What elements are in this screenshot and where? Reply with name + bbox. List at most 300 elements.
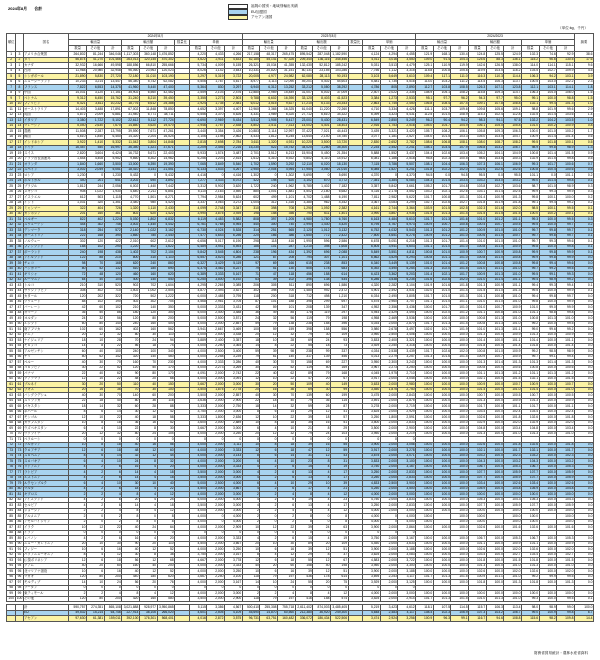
cell-value: 102.7 [539, 68, 557, 74]
cell-value: 102.1 [521, 376, 539, 382]
cell-value: 3,500 [207, 277, 225, 283]
cell-value: 5,506 [189, 79, 207, 85]
cell-value: 199 [330, 393, 348, 399]
cell-value: 101.8 [469, 343, 487, 349]
cell-value: 8 [295, 508, 313, 514]
cell-value: 2,483 [380, 610, 398, 616]
cell-value: 16,524 [157, 134, 175, 140]
cell-value: 100.0 [486, 448, 504, 454]
cell-value: 100.0 [486, 569, 504, 575]
cell-value: 8 [122, 492, 140, 498]
cell-value: 100.0 [486, 376, 504, 382]
cell-value: 0.0 [574, 371, 593, 377]
cell-value: 422 [104, 239, 122, 245]
cell-value: 14 [260, 404, 278, 410]
cell-value: 1,881 [278, 189, 296, 195]
cell-value: 139 [295, 393, 313, 399]
cell-value: 3,278 [398, 448, 416, 454]
cell-value: 3,420 [398, 129, 416, 135]
legend-label: 福岡の国別・地域別輸出実績 [251, 4, 298, 9]
cell-value: 79 [242, 354, 260, 360]
cell-value: 2,000 [380, 503, 398, 509]
cell-value: 1,198 [207, 134, 225, 140]
cell-value: 100.0 [451, 541, 469, 547]
cell-value: 3,490 [380, 266, 398, 272]
cell-value: 10 [69, 442, 87, 448]
cell-value: 596 [313, 239, 331, 245]
cell-value: 106.9 [504, 162, 522, 168]
cell-value: 31,240 [122, 96, 140, 102]
cell-value: 1,210 [295, 244, 313, 250]
cell-country: フィリピン [23, 101, 69, 107]
cell-value: 101.5 [433, 178, 451, 184]
cell-value: 10 [242, 569, 260, 575]
cell-value: 1,002 [139, 288, 157, 294]
cell-value: 2,407 [363, 90, 381, 96]
cell-value: 1,440 [139, 184, 157, 190]
cell-value: 3,321 [380, 129, 398, 135]
cell-value: 100.0 [539, 426, 557, 432]
cell-value: 4,000 [189, 525, 207, 531]
cell-value: 101.0 [451, 305, 469, 311]
cell-value: 210 [104, 255, 122, 261]
cell-value: 3,250 [363, 415, 381, 421]
cell-rank: 55 [7, 349, 16, 355]
cell-value: 2,000 [380, 497, 398, 503]
cell-value: 140 [122, 393, 140, 399]
cell-value: 21,354 [330, 151, 348, 157]
cell-value: 1,501 [139, 195, 157, 201]
cell-value: 4,000 [189, 349, 207, 355]
cell-value: 132 [104, 266, 122, 272]
cell-value: 29 [295, 409, 313, 415]
cell-value: 3,439 [363, 129, 381, 135]
cell-value: 0.3 [574, 189, 593, 195]
cell-value: 0.0 [574, 547, 593, 553]
cell-value: 100.1 [557, 211, 575, 217]
cell-value: 4,401 [313, 123, 331, 129]
cell-value: 2,000 [380, 409, 398, 415]
cell-value: 3,500 [313, 140, 331, 146]
cell-value: 64 [157, 525, 175, 531]
cell-value: 60,560 [278, 610, 296, 616]
cell-value: 100.0 [416, 580, 434, 586]
cell-value: 24 [139, 431, 157, 437]
cell-value: 2,000 [380, 448, 398, 454]
cell-value: 52,185 [242, 57, 260, 63]
cell-value: 2,969 [260, 90, 278, 96]
cell-value: 7,671 [139, 129, 157, 135]
cell-value: 140 [104, 321, 122, 327]
cell-value: 105.9 [521, 486, 539, 492]
cell-value: 4,000 [189, 508, 207, 514]
cell-value: 101.3 [416, 354, 434, 360]
cell-value: 56 [122, 343, 140, 349]
cell-value: 101.5 [504, 558, 522, 564]
cell-value: 100.0 [416, 519, 434, 525]
cell-value: 59 [260, 305, 278, 311]
cell-value: 100.0 [486, 453, 504, 459]
cell-rank: 76 [7, 464, 16, 470]
cell-value: 3,643 [224, 68, 242, 74]
cell-value: 103.2 [416, 189, 434, 195]
cell-value: 1,476,852 [158, 51, 174, 56]
cell-value: 108.9 [451, 112, 469, 118]
cell-value: 121 [242, 255, 260, 261]
cell-value: 3,000 [224, 470, 242, 476]
cell-value: 101.2 [451, 228, 469, 234]
cell-value: 240 [69, 250, 87, 256]
cell-value: 100.0 [486, 387, 504, 393]
cell-value: 3,523 [207, 255, 225, 261]
cell-value: 118.1 [416, 605, 434, 611]
cell-value: 20,005 [242, 74, 260, 80]
cell-value: 6 [260, 569, 278, 575]
cell-rank-prev: 58 [17, 365, 22, 370]
cell-value: 1,440 [139, 222, 157, 228]
cell-value: 0.0 [574, 497, 593, 503]
cell-value: 3,000 [224, 591, 242, 597]
cell-value: 98.3 [469, 118, 487, 124]
cell-value: 55 [330, 442, 348, 448]
cell-value: 10 [69, 569, 87, 575]
cell-country: 英国 [23, 112, 69, 118]
cell-value: 505 [295, 266, 313, 272]
cell-value: 6 [278, 470, 296, 476]
cell-value: 100.5 [504, 393, 522, 399]
cell-value: 102.2 [433, 167, 451, 173]
cell-value: 808 [242, 217, 260, 223]
cell-value: 2,504 [157, 288, 175, 294]
cell-value: 59 [295, 404, 313, 410]
cell-value: 100.0 [433, 316, 451, 322]
cell-value: 2,010 [122, 239, 140, 245]
cell-value: 28 [139, 404, 157, 410]
cell-value: 3,214 [86, 79, 104, 85]
cell-value: 2 [260, 470, 278, 476]
cell-value: 100.9 [504, 349, 522, 355]
cell-value: 227 [330, 360, 348, 366]
cell-value: 5,219 [363, 605, 381, 611]
cell-value: 3,125 [398, 580, 416, 586]
cell-value: 5,671 [139, 151, 157, 157]
cell-value: 41,960 [122, 85, 140, 91]
cell-value: 14.4 [574, 616, 593, 622]
cell-value: 100.0 [416, 558, 434, 564]
cell-value: 4,000 [189, 448, 207, 454]
cell-value: 102.6 [433, 151, 451, 157]
cell-value: 5,902 [207, 184, 225, 190]
cell-value: 100.9 [486, 195, 504, 201]
cell-value: 32 [86, 316, 104, 322]
cell-value: 69 [313, 360, 331, 366]
cell-value: 3,384 [380, 178, 398, 184]
cell-value: 2.3 [574, 79, 593, 85]
cell-value: 201 [69, 211, 87, 217]
cell-value: 0 [330, 437, 348, 443]
cell-value: 755,718 [278, 605, 296, 611]
cell-value: 20 [157, 536, 175, 542]
cell-value: 6 [242, 481, 260, 487]
cell-value: 52 [278, 365, 296, 371]
cell-value: 100.0 [451, 387, 469, 393]
cell-value: 59 [242, 349, 260, 355]
cell-value: 100.0 [451, 481, 469, 487]
cell-value: 100.0 [504, 508, 522, 514]
cell-value: 0.0 [574, 409, 593, 415]
cell-rank-prev: 98 [17, 585, 22, 590]
cell-value: 16 [278, 569, 296, 575]
cell-value: 240 [122, 349, 140, 355]
cell-value: 99.0 [557, 605, 575, 611]
cell-value: 110.9 [433, 63, 451, 69]
col-sub: その他 [86, 46, 104, 52]
cell-value: 265,475 [278, 52, 296, 58]
cell-value: 100.0 [416, 431, 434, 437]
cell-value: 16,390 [278, 96, 296, 102]
cell-value: 540 [86, 145, 104, 151]
cell-value: 2,000 [380, 382, 398, 388]
cell-value: 404 [86, 206, 104, 212]
cell-value: 101.3 [469, 360, 487, 366]
cell-value: 30 [157, 426, 175, 432]
cell-value: 4 [260, 426, 278, 432]
cell-value: 2,748 [207, 206, 225, 212]
cell-value: 11,968 [69, 68, 87, 74]
cell-value: 100.9 [504, 541, 522, 547]
cell-value: 99.8 [557, 310, 575, 316]
cell-value: 208 [278, 255, 296, 261]
cell-value: 590,757 [69, 605, 87, 611]
cell-value: 2,481 [224, 101, 242, 107]
cell-rank-prev: 52 [17, 332, 22, 337]
cell-value: 122 [69, 255, 87, 261]
cell-value: 772 [313, 233, 331, 239]
cell-value: 2 [260, 536, 278, 542]
cell-value: 101.0 [486, 228, 504, 234]
cell-value: 1,186 [380, 156, 398, 162]
cell-value: 2,900 [224, 398, 242, 404]
cell-rank-prev: 81 [17, 491, 22, 496]
cell-value: 101.0 [469, 327, 487, 333]
cell-value: 4,408 [86, 156, 104, 162]
cell-value: 0.0 [574, 327, 593, 333]
cell-value: 103.0 [486, 178, 504, 184]
cell-value: 1,800 [380, 415, 398, 421]
cell-value: 503 [86, 195, 104, 201]
cell-value: 6,081 [363, 156, 381, 162]
cell-rank-prev: 68 [17, 420, 22, 425]
cell-value: 0 [260, 519, 278, 525]
cell-value: 3,436 [398, 305, 416, 311]
cell-value: 0 [86, 514, 104, 520]
cell-value: 5,649 [380, 74, 398, 80]
cell-value: 1,110 [139, 206, 157, 212]
cell-value: 0.0 [574, 404, 593, 410]
cell-value: 101.0 [557, 387, 575, 393]
cell-value: 3,900 [363, 442, 381, 448]
col-remarks: 摘要 [574, 34, 593, 52]
cell-value: 9,802 [295, 156, 313, 162]
cell-value: 3,941 [380, 244, 398, 250]
cell-value: 101.0 [557, 316, 575, 322]
cell-value: 20,820 [260, 68, 278, 74]
cell-value: 12 [313, 569, 331, 575]
cell-value: 87 [330, 404, 348, 410]
cell-rank-prev: 75 [17, 458, 22, 463]
cell-value: 101.0 [486, 349, 504, 355]
cell-value: 5,528 [224, 228, 242, 234]
cell-value: 115.3 [469, 112, 487, 118]
cell-value: 39 [295, 525, 313, 531]
cell-value: 38 [157, 552, 175, 558]
cell-rank-prev: 37 [17, 249, 22, 254]
cell-rank: 39 [7, 261, 16, 267]
cell-value: 100.9 [416, 233, 434, 239]
cell-rank: 78 [7, 475, 16, 481]
cell-value: 3,500 [189, 475, 207, 481]
cell-value: 2,000 [207, 404, 225, 410]
cell-value: 198 [260, 178, 278, 184]
cell-value: 40 [104, 398, 122, 404]
cell-value: 160 [139, 327, 157, 333]
cell-value: 100.9 [469, 382, 487, 388]
cell-value: 105.2 [469, 151, 487, 157]
cell-value: 109.8 [557, 616, 575, 622]
cell-value: 100.0 [451, 464, 469, 470]
cell-value: 2,472 [330, 288, 348, 294]
cell-value: 8 [69, 552, 87, 558]
cell-value: 101.3 [521, 431, 539, 437]
cell-value: 100.0 [557, 591, 575, 597]
cell-value: 0 [122, 585, 140, 591]
cell-value: 100.7 [486, 354, 504, 360]
cell-rank: 38 [7, 255, 16, 261]
cell-value: 402 [122, 327, 140, 333]
cell-rank-prev: 85 [17, 513, 22, 518]
cell-value: 107.7 [521, 503, 539, 509]
cell-value: 101.0 [469, 239, 487, 245]
cell-value: 5,000 [189, 497, 207, 503]
cell-value: 20 [242, 332, 260, 338]
cell-rank-prev: 93 [17, 557, 22, 562]
cell-value: 580 [157, 596, 175, 602]
cell-value: 104.1 [486, 151, 504, 157]
cell-value: 100.0 [433, 563, 451, 569]
cell-value: 4,567 [224, 605, 242, 611]
cell-value: 3,545 [207, 250, 225, 256]
cell-value: 0 [295, 437, 313, 443]
cell-value: 2,000 [380, 492, 398, 498]
cell-value: 101.9 [539, 107, 557, 113]
cell-rank-prev: 16 [17, 134, 22, 139]
cell-value: 99.8 [539, 145, 557, 151]
cell-value: 101.5 [504, 211, 522, 217]
cell-value: 696 [313, 283, 331, 289]
cell-value: 101.4 [539, 151, 557, 157]
cell-value: 20,980 [86, 68, 104, 74]
cell-rank-prev: 21 [17, 161, 22, 166]
cell-value: 4 [69, 536, 87, 542]
cell-value: 100.0 [451, 552, 469, 558]
cell-value: 908 [69, 189, 87, 195]
cell-value: 2,559 [189, 90, 207, 96]
cell-value: 101.3 [557, 360, 575, 366]
cell-value: 0 [380, 514, 398, 520]
cell-value: 101.9 [451, 327, 469, 333]
cell-value: 562 [157, 327, 175, 333]
cell-value: 100.0 [486, 492, 504, 498]
cell-value: 100.6 [557, 167, 575, 173]
cell-value: 3,469 [224, 327, 242, 333]
cell-value: 0 [313, 514, 331, 520]
cell-value: 4 [69, 470, 87, 476]
cell-value: 106.3 [486, 605, 504, 611]
cell-value: 240 [122, 321, 140, 327]
cell-value: 5,249 [398, 118, 416, 124]
cell-value: 2,000 [380, 525, 398, 531]
cell-value: 0.0 [574, 574, 593, 580]
cell-value: 109 [295, 382, 313, 388]
cell-value: 5,952 [104, 156, 122, 162]
cell-value: 24 [313, 525, 331, 531]
cell-value: 300 [260, 222, 278, 228]
cell-value: 4,124 [363, 52, 381, 58]
cell-value: 398 [260, 206, 278, 212]
cell-value: 12 [313, 558, 331, 564]
cell-value: 6 [86, 547, 104, 553]
cell-value: 17.6 [574, 57, 593, 63]
cell-value: 402 [86, 288, 104, 294]
cell-value: 10 [260, 541, 278, 547]
cell-value: 1,273 [207, 96, 225, 102]
cell-value: 21 [295, 426, 313, 432]
cell-value: 20 [242, 541, 260, 547]
cell-country: オランダ [23, 162, 69, 168]
cell-value: 0.0 [574, 558, 593, 564]
cell-value: 100.0 [416, 525, 434, 531]
cell-value: 3,437 [398, 151, 416, 157]
cell-value: 8 [122, 514, 140, 520]
legend-label: アセアン諸国 [251, 15, 273, 20]
cell-value: 40 [313, 563, 331, 569]
cell-value: 2,667 [207, 327, 225, 333]
cell-value: 1,222 [157, 294, 175, 300]
cell-value: 1,875 [207, 387, 225, 393]
cell-value: 1,608 [330, 244, 348, 250]
cell-value: 1,320 [260, 140, 278, 146]
cell-value: 456 [330, 354, 348, 360]
cell-value: 103.1 [469, 189, 487, 195]
cell-rank-prev: 8 [16, 85, 23, 91]
cell-value: 100.0 [539, 481, 557, 487]
cell-value: 2,000 [207, 563, 225, 569]
cell-value: 2 [260, 492, 278, 498]
cell-value: 14,870 [260, 610, 278, 616]
cell-value: 101.3 [521, 563, 539, 569]
cell-value: 4,000 [189, 464, 207, 470]
cell-value: 99.2 [557, 277, 575, 283]
cell-value: 6,119 [189, 217, 207, 223]
cell-value: 102.3 [433, 610, 451, 616]
cell-value: 0.0 [574, 365, 593, 371]
cell-value: 0 [295, 530, 313, 536]
cell-value: 6,390 [139, 162, 157, 168]
cell-value: 168 [104, 261, 122, 267]
cell-value: 14,375 [104, 85, 122, 91]
cell-rank: 8 [7, 90, 16, 96]
cell-country: ウズベキスタン [23, 426, 69, 432]
